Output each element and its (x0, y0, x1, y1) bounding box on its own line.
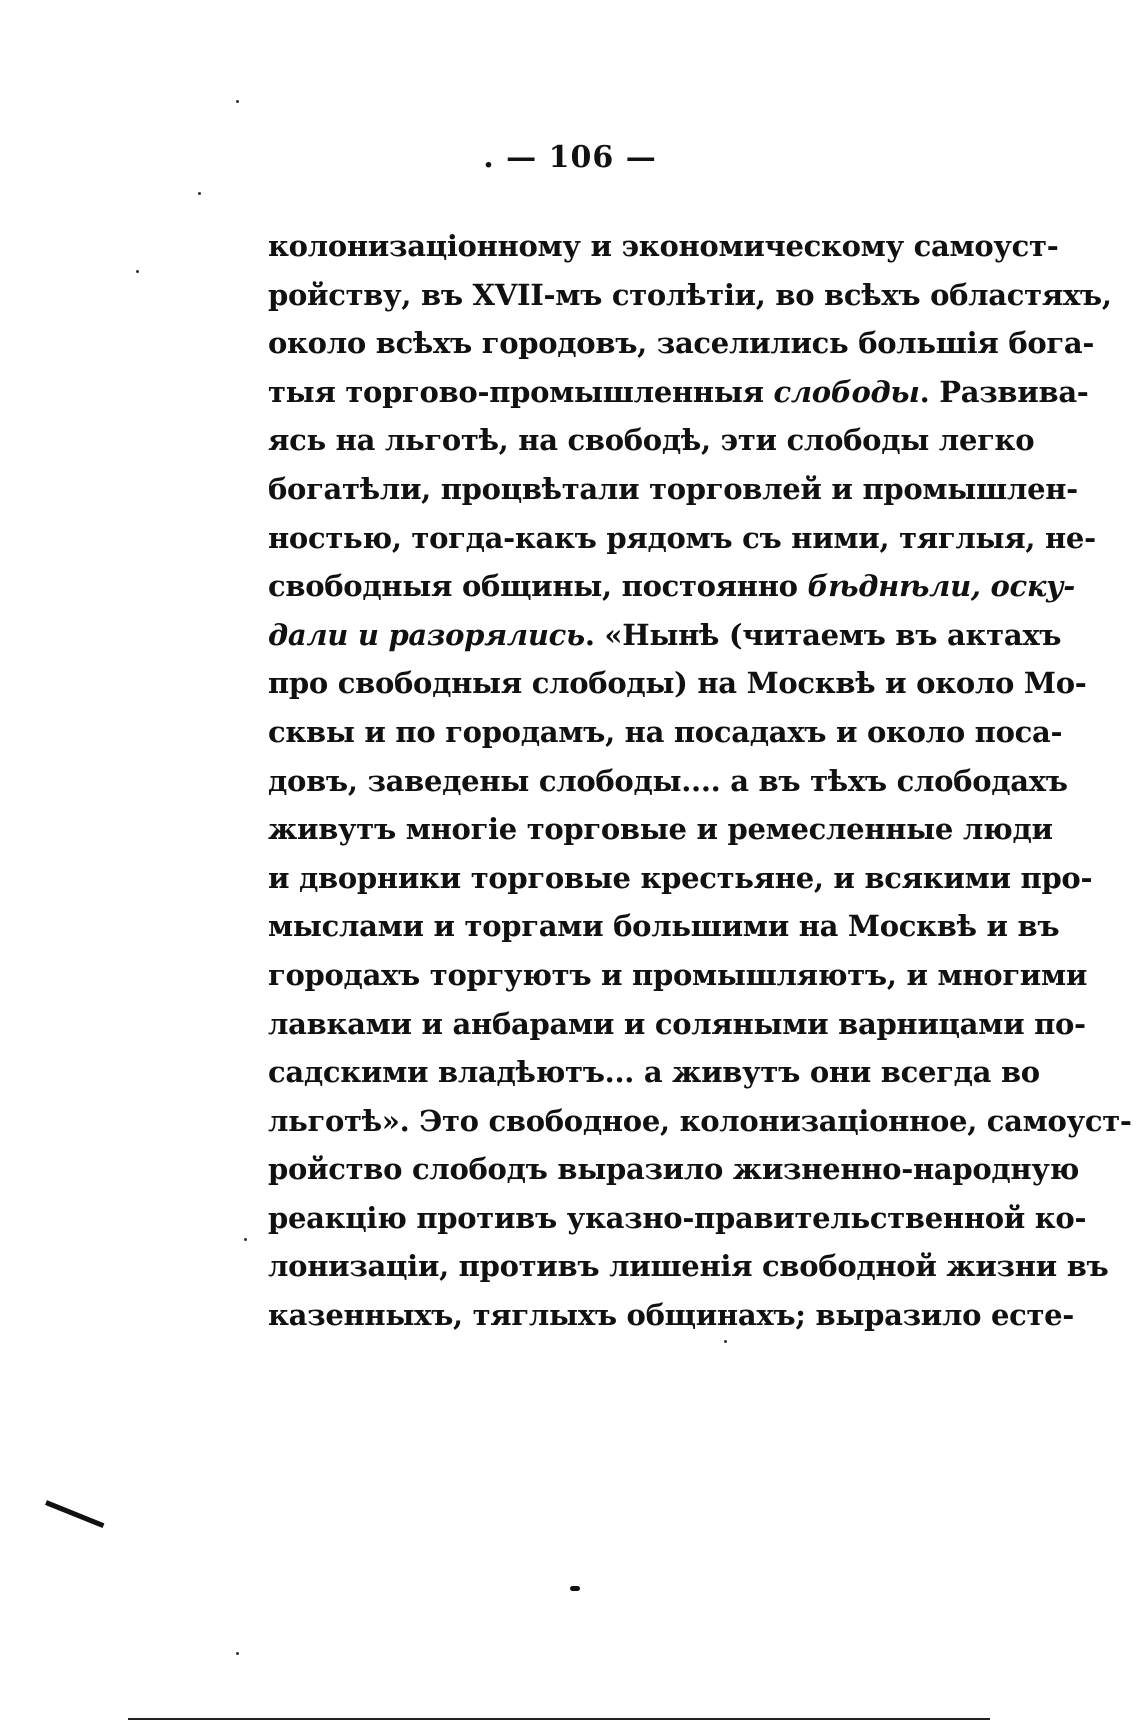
text-line: ройству, въ XVII-мъ столѣтіи, во всѣхъ областяхъ, (268, 277, 1112, 312)
text-line: живутъ многіе торговые и ремесленные люди (268, 812, 1053, 847)
ink-smudge (45, 1500, 104, 1528)
ink-speck (570, 1586, 580, 1591)
text-line: дали и разорялись. «Нынѣ (читаемъ въ актахъ (268, 617, 1062, 652)
ink-dot (244, 1238, 247, 1241)
text-line: лонизаціи, противъ лишенія свободной жизни въ (268, 1249, 1109, 1284)
italic-emphasis: дали и разорялись (268, 617, 585, 652)
text-line: ройство слободъ выразило жизненно-народную (268, 1152, 1080, 1187)
ink-dot (236, 1652, 239, 1655)
text-line: около всѣхъ городовъ, заселились большія бога- (268, 326, 1095, 361)
text-line: довъ, заведены слободы.... а въ тѣхъ слободахъ (268, 763, 1068, 798)
page-number: . — 106 — (483, 140, 657, 175)
ink-dot (198, 192, 201, 195)
text-line: мыслами и торгами большими на Москвѣ и въ (268, 909, 1060, 944)
text-line: казенныхъ, тяглыхъ общинахъ; выразило есте- (268, 1298, 1075, 1333)
text-line: и дворники торговые крестьяне, и всякими про- (268, 860, 1093, 895)
text-line: садскими владѣютъ... а живутъ они всегда во (268, 1055, 1040, 1090)
text-line: про свободныя слободы) на Москвѣ и около Мо- (268, 666, 1087, 701)
text-line: свободныя общины, постоянно бѣднѣли, оску- (268, 569, 1075, 604)
ink-dot (136, 270, 139, 273)
body-text (268, 222, 1132, 1340)
text-line: городахъ торгуютъ и промышляютъ, и многими (268, 957, 1088, 992)
ink-dot (236, 100, 239, 103)
text-line: лавками и анбарами и соляными варницами по- (268, 1006, 1086, 1041)
text-line: льготѣ». Это свободное, колонизаціонное, самоуст- (268, 1103, 1132, 1138)
bottom-rule (128, 1718, 990, 1720)
text-line: сквы и по городамъ, на посадахъ и около поса- (268, 714, 1063, 749)
text-line: реакцію противъ указно-правительственной ко- (268, 1200, 1087, 1235)
italic-emphasis: бѣднѣли, оску- (807, 569, 1075, 604)
text-line: богатѣли, процвѣтали торговлей и промышлен- (268, 471, 1078, 506)
text-line: колонизаціонному и экономическому самоуст- (268, 229, 1059, 263)
italic-emphasis: слободы (773, 374, 920, 409)
text-line: ностью, тогда-какъ рядомъ съ ними, тяглыя, не- (268, 520, 1096, 555)
ink-dot (724, 1340, 727, 1343)
text-line: ясь на льготѣ, на свободѣ, эти слободы легко (268, 423, 1035, 458)
text-line: тыя торгово-промышленныя слободы. Развива- (268, 374, 1089, 409)
